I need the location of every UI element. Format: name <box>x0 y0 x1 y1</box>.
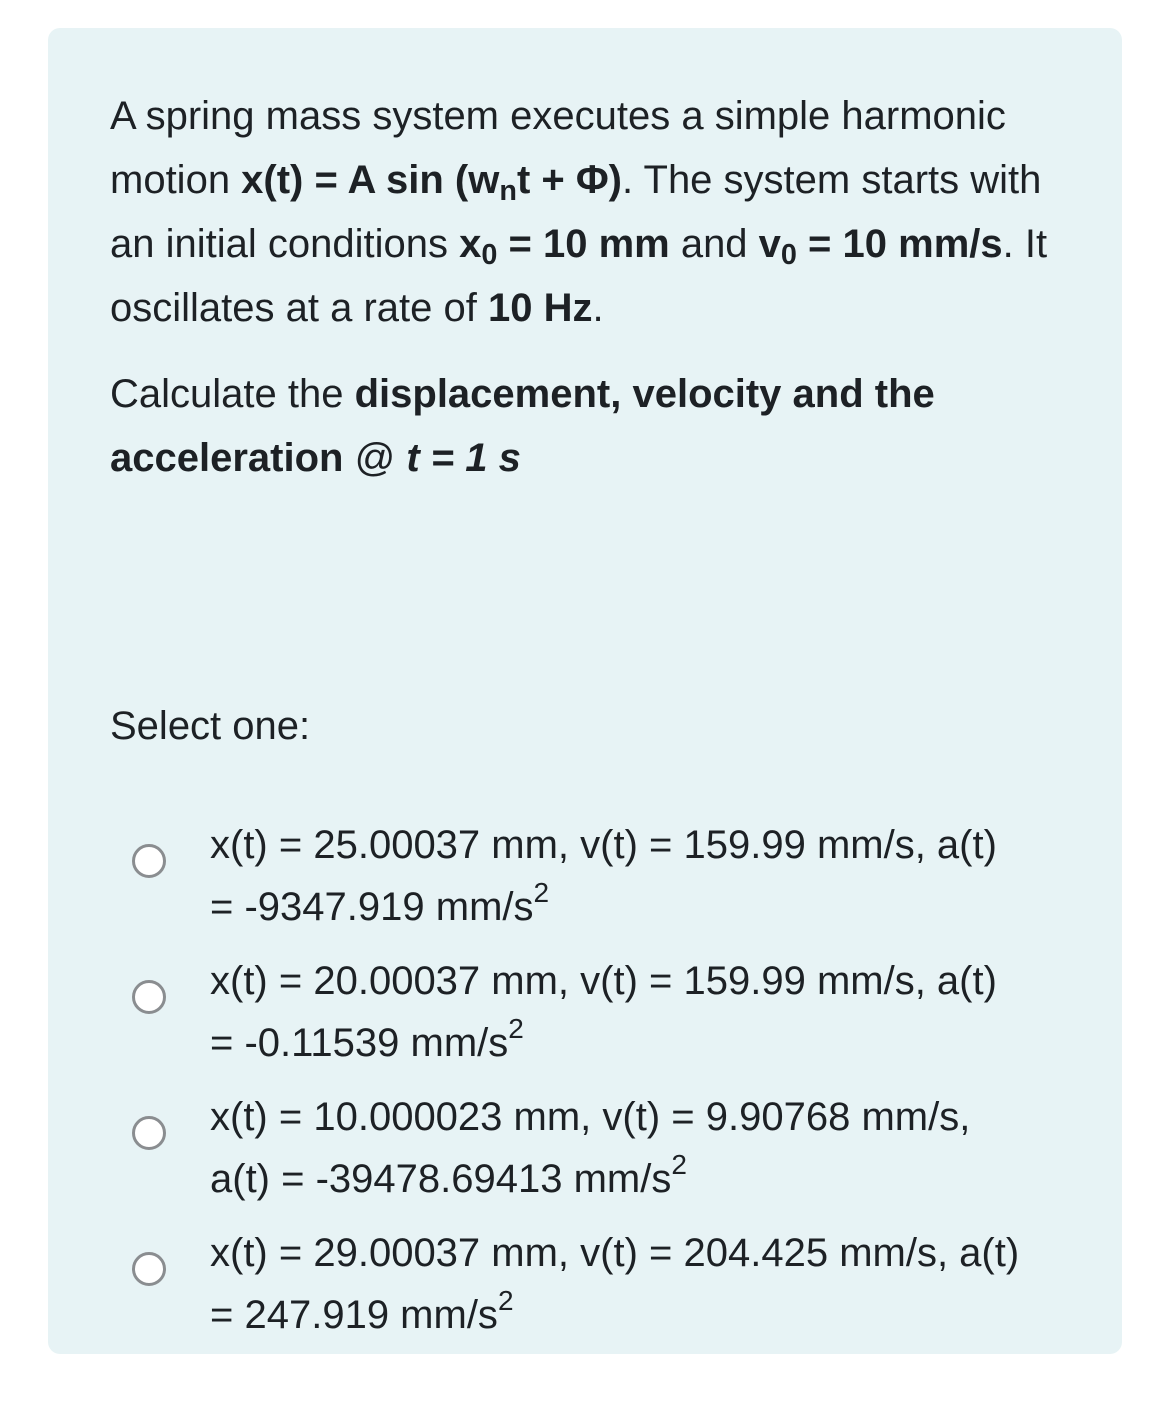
radio-button[interactable] <box>132 1116 166 1150</box>
answer-option-text[interactable]: x(t) = 10.000023 mm, v(t) = 9.90768 mm/s, a(t) = -39478.69413 $mm/s^2$ <box>210 1095 971 1201</box>
select-one-label: Select one: <box>110 704 311 748</box>
answer-option-c[interactable] <box>132 1086 1062 1210</box>
answer-option-text[interactable]: x(t) = 29.00037 mm, v(t) = 204.425 mm/s, a(t) = 247.919 $mm/s^2$ <box>210 1231 1020 1337</box>
calculation-prompt: Calculate the displacement, velocity and the acceleration @ t = 1 s <box>110 372 935 480</box>
radio-button[interactable] <box>132 980 166 1014</box>
answer-options <box>132 814 1062 1358</box>
initial-displacement: $x_0 = 10$ mm <box>459 222 670 272</box>
initial-velocity: $v_0 = 10$ mm/s <box>758 222 1003 272</box>
oscillation-rate: 10 Hz <box>487 286 593 330</box>
answer-option-d[interactable] <box>132 1222 1062 1346</box>
radio-button[interactable] <box>132 844 166 878</box>
calculation-time: t = 1 s <box>406 436 521 480</box>
problem-statement: A spring mass system executes a simple harmonic motion x(t) = A $\sin (w_nt + \Phi)$. The system starts with an initial conditions $x_0 = 10$ mm and $v_0 = 10$ mm/s. It oscillates at a rate of 10 Hz. <box>110 94 1048 330</box>
answer-option-text[interactable]: x(t) = 25.00037 mm, v(t) = 159.99 mm/s, a(t) = -9347.919 $mm/s^2$ <box>210 823 997 929</box>
answer-option-a[interactable] <box>132 814 1062 938</box>
answer-option-text[interactable]: x(t) = 20.00037 mm, v(t) = 159.99 mm/s, a(t) = -0.11539 $mm/s^2$ <box>210 959 997 1065</box>
calculation-targets: displacement, velocity and the acceleration <box>110 372 935 480</box>
question-text <box>110 84 1070 490</box>
question-card <box>48 28 1122 1354</box>
motion-equation: x(t) = A $\sin (w_nt + \Phi)$ <box>241 158 622 208</box>
radio-button[interactable] <box>132 1252 166 1286</box>
answer-option-b[interactable] <box>132 950 1062 1074</box>
